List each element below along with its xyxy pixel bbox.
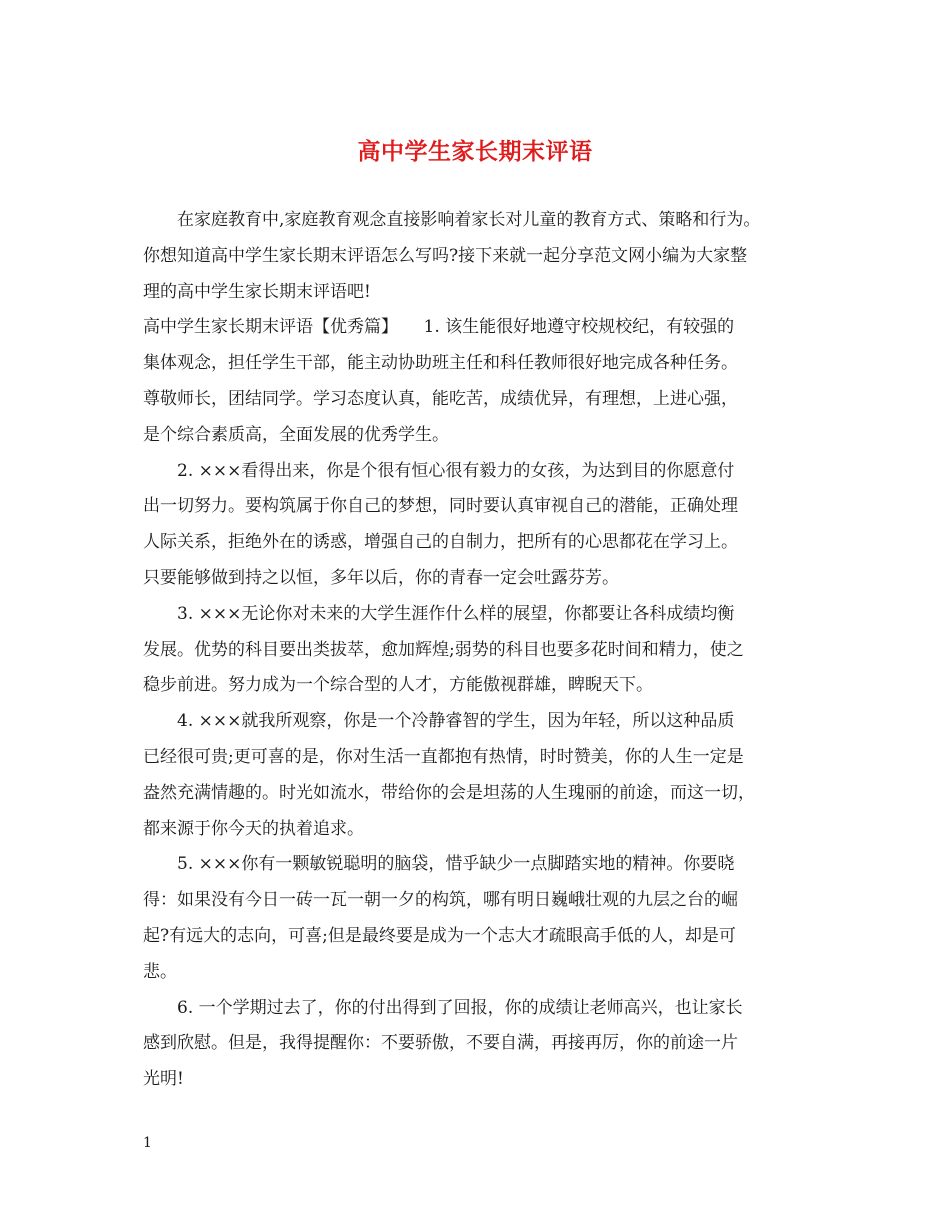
text-line: 2. ×××看得出来，你是个很有恒心很有毅力的女孩，为达到目的你愿意付 [177, 460, 735, 481]
document-title: 高中学生家长期末评语 [357, 138, 593, 165]
text-line: 得：如果没有今日一砖一瓦一朝一夕的构筑，哪有明日巍峨壮观的九层之台的崛 [143, 890, 738, 911]
text-line: 感到欣慰。但是，我得提醒你：不要骄傲，不要自满，再接再厉，你的前途一片 [143, 1033, 738, 1054]
text-line: 你想知道高中学生家长期末评语怎么写吗?接下来就一起分享范文网小编为大家整 [143, 245, 748, 266]
document-body [143, 203, 808, 1098]
text-line: 3. ×××无论你对未来的大学生涯作什么样的展望，你都要让各科成绩均衡 [177, 603, 735, 624]
text-line: 都来源于你今天的执着追求。 [143, 818, 364, 839]
text-line: 4. ×××就我所观察，你是一个冷静睿智的学生，因为年轻，所以这种品质 [177, 711, 735, 732]
text-line: 6. 一个学期过去了，你的付出得到了回报，你的成绩让老师高兴，也让家长 [177, 997, 743, 1018]
text-line: 盎然充满情趣的。时光如流水，带给你的会是坦荡的人生瑰丽的前途，而这一切， [143, 782, 755, 803]
text-line: 只要能够做到持之以恒，多年以后，你的青春一定会吐露芬芳。 [143, 567, 619, 588]
text-line: 已经很可贵;更可喜的是，你对生活一直都抱有热情，时时赞美，你的人生一定是 [143, 746, 744, 767]
text-line: 理的高中学生家长期末评语吧! [143, 281, 371, 302]
text-line: 在家庭教育中,家庭教育观念直接影响着家长对儿童的教育方式、策略和行为。 [177, 210, 761, 230]
text-line: 人际关系，拒绝外在的诱惑，增强自己的自制力，把所有的心思都花在学习上。 [143, 532, 738, 553]
text-line: 出一切努力。要构筑属于你自己的梦想，同时要认真审视自己的潜能，正确处理 [143, 496, 738, 517]
text-line: 光明! [143, 1069, 184, 1090]
text-line: 是个综合素质高，全面发展的优秀学生。 [143, 424, 449, 445]
text-line: 起?有远大的志向，可喜;但是最终要是成为一个志大才疏眼高手低的人，却是可 [143, 925, 736, 946]
text-line: 集体观念，担任学生干部，能主动协助班主任和科任教师很好地完成各种任务。 [143, 353, 738, 374]
text-line: 高中学生家长期末评语【优秀篇】 1. 该生能很好地遵守校规校纪，有较强的 [143, 317, 735, 338]
text-line: 稳步前进。努力成为一个综合型的人才，方能傲视群雄，睥睨天下。 [143, 675, 653, 696]
text-line: 尊敬师长，团结同学。学习态度认真，能吃苦，成绩优异，有理想，上进心强， [143, 388, 738, 409]
text-line: 发展。优势的科目要出类拔萃，愈加辉煌;弱势的科目也要多花时间和精力，使之 [143, 639, 744, 660]
text-line: 悲。 [143, 961, 177, 982]
text-line: 5. ×××你有一颗敏锐聪明的脑袋，惜乎缺少一点脚踏实地的精神。你要晓 [177, 854, 735, 875]
page-number: 1 [143, 1135, 152, 1151]
